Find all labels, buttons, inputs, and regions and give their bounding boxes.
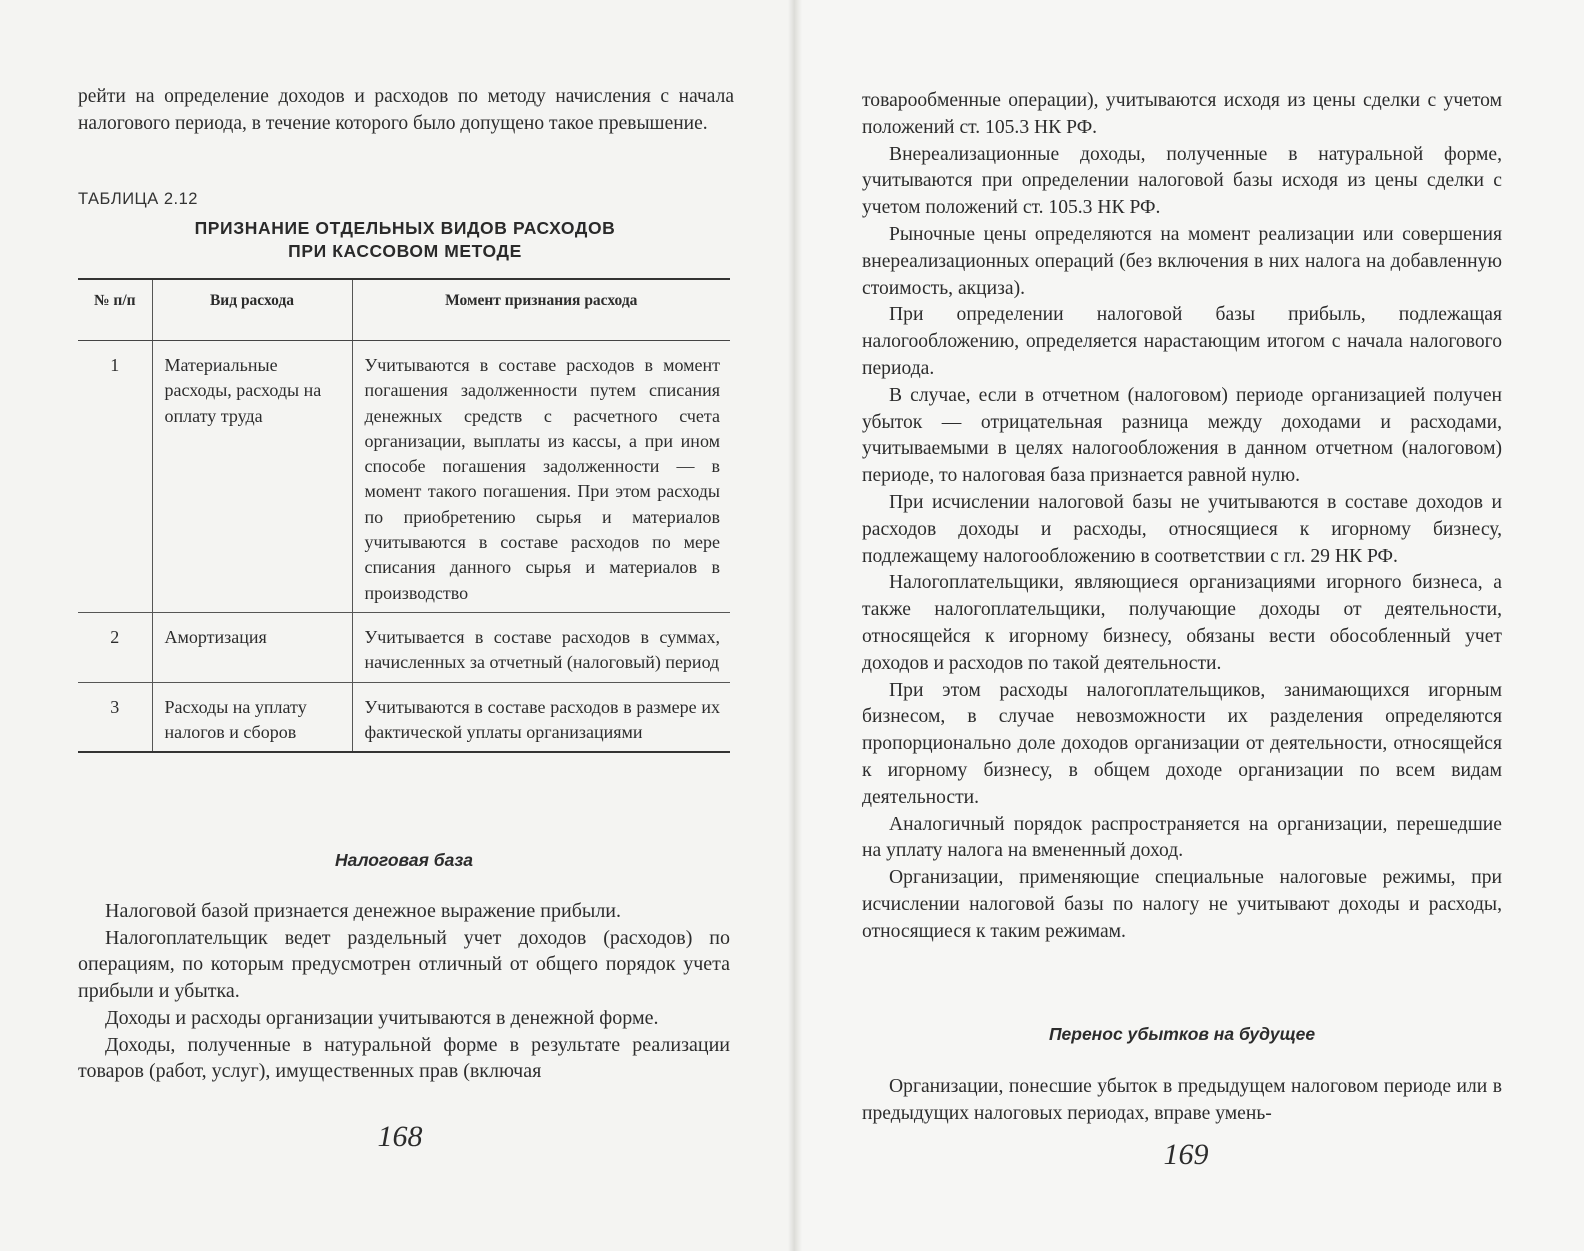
table-title-line-1: ПРИЗНАНИЕ ОТДЕЛЬНЫХ ВИДОВ РАСХОДОВ bbox=[194, 218, 616, 238]
row-expense-type: Амортизация bbox=[152, 612, 352, 682]
paragraph: Организации, понесшие убыток в предыдущем налоговом периоде или в предыдущих налоговых периодах, вправе умень- bbox=[862, 1076, 1502, 1124]
paragraph: Доходы и расходы организации учитываются в денежной форме. bbox=[105, 1006, 659, 1029]
expense-recognition-table bbox=[78, 278, 730, 753]
paragraph: При этом расходы налогоплательщиков, занимающихся игорным бизнесом, в случае невозможности их разделения определяются пропорционально доле доходов организации от деятельности, относящейся к игорному бизнесу, в общем доходе организации по всем видам деятельности. bbox=[862, 679, 1502, 808]
paragraph: В случае, если в отчетном (налоговом) периоде организацией получен убыток — отрицательная разница между доходами и расходами, учитываемыми в целях налогообложения в данном отчетном (налоговом) периоде, то налоговая база признается равной нулю. bbox=[862, 384, 1502, 487]
table-title bbox=[100, 217, 710, 263]
paragraph: Организации, применяющие специальные налоговые режимы, при исчислении налоговой базы по налогу не учитывают доходы и расходы, относящиеся к таким режимам. bbox=[862, 867, 1502, 942]
row-recognition-moment: Учитываются в составе расходов в размере их фактической уплаты организациями bbox=[352, 682, 730, 752]
paragraph: товарообменные операции), учитываются исходя из цены сделки с учетом положений ст. 105.3 НК РФ. bbox=[862, 90, 1502, 138]
row-expense-type: Материальные расходы, расходы на оплату труда bbox=[152, 341, 352, 613]
table-row bbox=[78, 612, 730, 682]
row-recognition-moment: Учитывается в составе расходов в суммах, начисленных за отчетный (налоговый) период bbox=[352, 612, 730, 682]
table-row bbox=[78, 682, 730, 752]
paragraph: Налоговой базой признается денежное выражение прибыли. bbox=[105, 900, 622, 922]
table-label: ТАБЛИЦА 2.12 bbox=[78, 190, 198, 208]
row-recognition-moment: Учитываются в составе расходов в момент погашения задолженности путем списания денежных средств с расчетного счета организации, выплаты из кассы, а при ином способе погашения задолженности — в момент такого погашения. При этом расходы по приобретению сырья и материалов учитываются в составе расходов по мере списания данного сырья и материалов в производство bbox=[352, 341, 730, 613]
table-title-line-2: ПРИ КАССОВОМ МЕТОДЕ bbox=[288, 241, 522, 261]
book-gutter bbox=[788, 0, 802, 1251]
paragraph: Налогоплательщики, являющиеся организациями игорного бизнеса, а также налогоплательщики, получающие доходы от деятельности, относящейся к игорному бизнесу, обязаны вести обособленный учет доходов и расходов по такой деятельности. bbox=[862, 572, 1502, 674]
paragraph: Рыночные цены определяются на момент реализации или совершения внереализационных операций (без включения в них налога на добавленную стоимость, акциза). bbox=[862, 223, 1502, 299]
row-number: 1 bbox=[78, 341, 152, 613]
page-number-left: 168 bbox=[377, 1120, 423, 1153]
paragraph: Налогоплательщик ведет раздельный учет доходов (расходов) по операциям, по которым предусмотрен отличный от общего порядок учета прибыли и убытка. bbox=[78, 926, 730, 1003]
page-number-right: 169 bbox=[1163, 1138, 1209, 1171]
right-body-text bbox=[862, 88, 1502, 946]
row-number: 3 bbox=[110, 696, 120, 717]
header-expense-type: Вид расхода bbox=[152, 279, 352, 341]
row-expense-type: Расходы на уплату налогов и сборов bbox=[152, 682, 352, 752]
table-header-row bbox=[78, 279, 730, 341]
header-number: № п/п bbox=[78, 279, 152, 341]
paragraph: Внереализационные доходы, полученные в натуральной форме, учитываются при определении налоговой базы исходя из цены сделки с учетом положений ст. 105.3 НК РФ. bbox=[862, 143, 1502, 219]
row-number: 2 bbox=[78, 612, 152, 682]
header-recognition-moment: Момент признания расхода bbox=[352, 279, 730, 341]
paragraph: При определении налоговой базы прибыль, подлежащая налогообложению, определяется нарастающим итогом с начала налогового периода. bbox=[862, 304, 1502, 379]
section-heading-loss-carryforward: Перенос убытков на будущее bbox=[1048, 1024, 1316, 1044]
paragraph: Доходы, полученные в натуральной форме в результате реализации товаров (работ, услуг), имущественных прав (включая bbox=[78, 1033, 730, 1083]
section-heading-tax-base: Налоговая база bbox=[335, 850, 473, 870]
table-row bbox=[78, 341, 730, 613]
paragraph: Аналогичный порядок распространяется на организации, перешедшие на уплату налога на вмененный доход. bbox=[862, 813, 1502, 862]
paragraph: При исчислении налоговой базы не учитываются в составе доходов и расходов доходы и расходы, относящиеся к игорному бизнесу, подлежащему налогообложению в соответствии с гл. 29 НК РФ. bbox=[862, 491, 1502, 567]
right-bottom-text bbox=[862, 1074, 1502, 1128]
left-body-text bbox=[78, 898, 730, 1085]
left-intro-paragraph: рейти на определение доходов и расходов по методу начисления с начала налогового периода, в течение которого было допущено такое превышение. bbox=[78, 86, 734, 134]
